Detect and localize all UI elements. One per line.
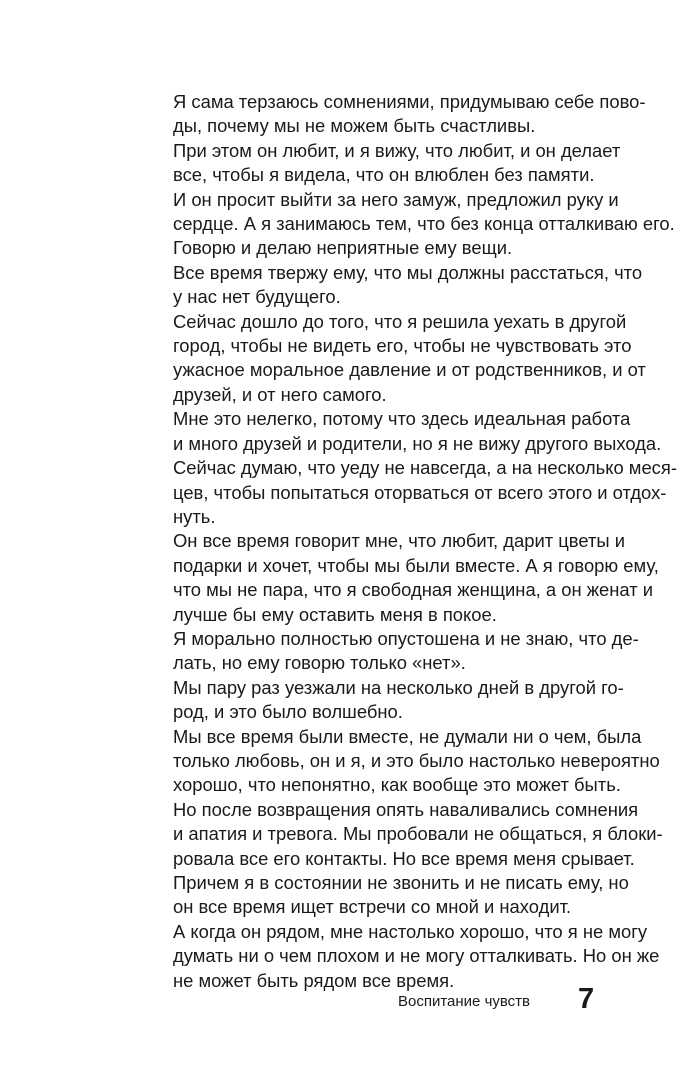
text-line: Мы все время были вместе, не думали ни о чем, была	[173, 725, 642, 747]
paragraph	[146, 920, 660, 993]
text-line: Я сама терзаюсь сомнениями, придумываю себе пово-	[173, 91, 646, 112]
paragraph	[146, 90, 646, 139]
paragraph	[146, 261, 643, 310]
page-number: 7	[578, 983, 595, 1015]
text-line: лать, но ему говорю только «нет».	[173, 652, 466, 674]
text-line: ужасное моральное давление и от родственников, и от	[173, 359, 646, 381]
text-line: он все время ищет встречи со мной и находит.	[173, 896, 572, 918]
text-line: При этом он любит, и я вижу, что любит, и он делает	[173, 139, 621, 161]
paragraph	[146, 725, 660, 798]
text-line: друзей, и от него самого.	[173, 383, 387, 405]
body-text	[146, 90, 677, 993]
text-line: Причем я в состоянии не звонить и не писать ему, но	[173, 872, 629, 893]
paragraph	[146, 529, 659, 627]
text-line: и много друзей и родители, но я не вижу другого выхода.	[173, 432, 662, 454]
text-line: хорошо, что непонятно, как вообще это может быть.	[173, 774, 621, 796]
text-line: Сейчас думаю, что уеду не навсегда, а на несколько меся-	[173, 457, 677, 479]
text-line: А когда он рядом, мне настолько хорошо, что я не могу	[173, 920, 648, 942]
paragraph	[146, 871, 629, 920]
paragraph	[146, 798, 663, 871]
text-line: Сейчас дошло до того, что я решила уехать в другой	[173, 310, 627, 332]
paragraph	[146, 676, 624, 725]
text-line: Мне это нелегко, потому что здесь идеальная работа	[173, 408, 631, 430]
text-line: Говорю и делаю неприятные ему вещи.	[173, 237, 513, 259]
text-line: Все время твержу ему, что мы должны расстаться, что	[173, 261, 643, 283]
text-line: И он просит выйти за него замуж, предложил руку и	[173, 188, 619, 210]
text-line: только любовь, он и я, и это было настолько невероятно	[173, 749, 660, 771]
text-line: Он все время говорит мне, что любит, дарит цветы и	[173, 530, 626, 552]
paragraph	[146, 627, 639, 676]
paragraph	[146, 188, 675, 261]
text-line: у нас нет будущего.	[173, 286, 341, 308]
text-line: сердце. А я занимаюсь тем, что без конца отталкиваю его.	[173, 213, 675, 235]
text-line: думать ни о чем плохом и не могу отталкивать. Но он же	[173, 945, 660, 967]
text-line: подарки и хочет, чтобы мы были вместе. А я говорю ему,	[173, 554, 659, 576]
text-line: ды, почему мы не можем быть счастливы.	[173, 115, 536, 137]
paragraph	[146, 310, 646, 408]
text-line: и апатия и тревога. Мы пробовали не общаться, я блоки-	[173, 823, 663, 845]
text-line: не может быть рядом все время.	[173, 969, 455, 991]
text-line: что мы не пара, что я свободная женщина, а он женат и	[173, 579, 654, 601]
text-line: род, и это было волшебно.	[173, 701, 403, 723]
text-line: все, чтобы я видела, что он влюблен без памяти.	[173, 164, 595, 186]
text-line: Я морально полностью опустошена и не знаю, что де-	[173, 627, 639, 649]
paragraph	[146, 139, 621, 188]
running-footer-title: Воспитание чувств	[398, 993, 531, 1010]
text-line: Но после возвращения опять наваливались сомнения	[173, 798, 639, 820]
text-line: цев, чтобы попытаться оторваться от всего этого и отдох-	[173, 481, 667, 503]
text-line: город, чтобы не видеть его, чтобы не чувствовать это	[173, 335, 632, 357]
paragraph	[146, 407, 677, 529]
text-line: лучше бы ему оставить меня в покое.	[173, 603, 497, 625]
text-line: Мы пару раз уезжали на несколько дней в другой го-	[173, 676, 624, 698]
text-line: нуть.	[173, 505, 216, 527]
text-line: ровала все его контакты. Но все время меня срывает.	[173, 847, 635, 869]
